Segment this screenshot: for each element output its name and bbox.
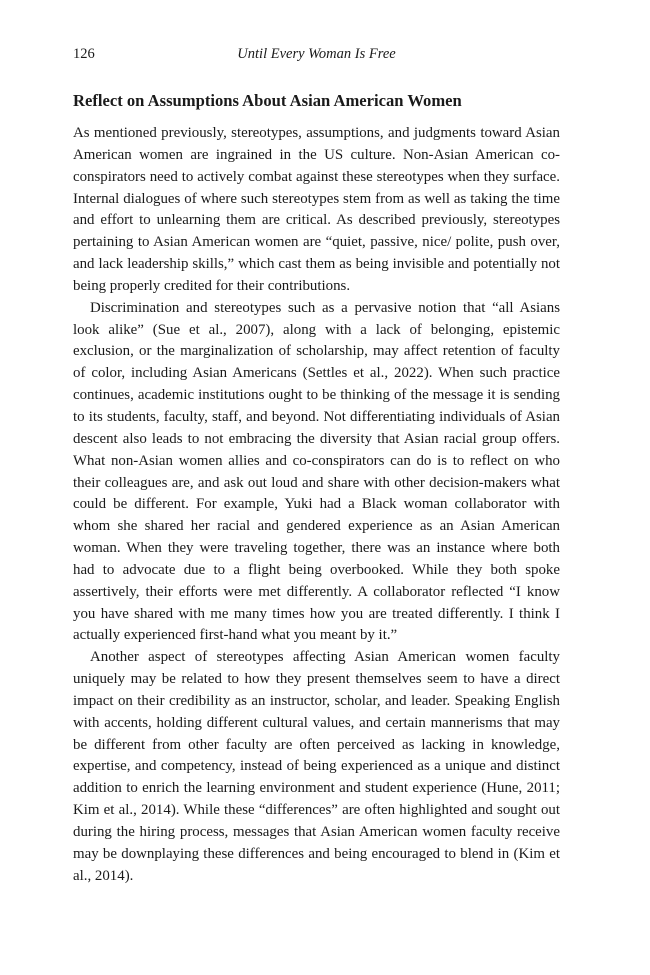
paragraph-2: Discrimination and stereotypes such as a pervasive notion that “all Asians look alike” (Sue et al., 2007), along with a lack of belonging, epistemic exclusion, or the marginalization of scholarship, may affect retention of faculty of color, including Asian Americans (Settles et al., 2022). When such practice continues, academic institutions ought to be thinking of the message it is sending to its students, faculty, staff, and beyond. Not differentiating individuals of Asian descent also leads to not embracing the diversity that Asian racial group offers. What non-Asian women allies and co-conspirators can do is to reflect on who their colleagues are, and ask out loud and share with other decision-makers what could be different. For example, Yuki had a Black woman collaborator with whom she shared her racial and gendered experience as an Asian American woman. When they were traveling together, there was an instance where both had to advocate due to a flight being overbooked. While they both spoke assertively, their efforts were met differently. A collaborator reflected “I know you have shared with me many times how you are treated differently. I think I actually experienced first-hand what you meant by it.” <box>73 299 560 644</box>
body-text <box>73 123 560 888</box>
section-heading: Reflect on Assumptions About Asian American Women <box>73 91 462 110</box>
paragraph-1: As mentioned previously, stereotypes, assumptions, and judgments toward Asian American women are ingrained in the US culture. Non-Asian American co-conspirators need to actively combat against these stereotypes when they surface. Internal dialogues of where such stereotypes stem from as well as taking the time and effort to unlearning them are critical. As described previously, stereotypes pertaining to Asian American women are “quiet, passive, nice/ polite, push over, and lack leadership skills,” which cast them as being invisible and potentially not being properly credited for their contributions. <box>73 125 560 294</box>
book-title: Until Every Woman Is Free <box>237 46 396 62</box>
running-head <box>73 46 560 66</box>
paragraph-3: Another aspect of stereotypes affecting Asian American women faculty uniquely may be related to how they present themselves seem to have a direct impact on their credibility as an instructor, scholar, and leader. Speaking English with accents, holding different cultural values, and certain mannerisms that may be different from other faculty are often perceived as lacking in knowledge, expertise, and competency, instead of being experienced as a unique and distinct addition to enrich the learning environment and student experience (Hune, 2011; Kim et al., 2014). While these “differences” are often highlighted and sought out during the hiring process, messages that Asian American women faculty receive may be downplaying these differences and being encouraged to blend in (Kim et al., 2014). <box>73 649 560 884</box>
page-number: 126 <box>73 46 95 62</box>
